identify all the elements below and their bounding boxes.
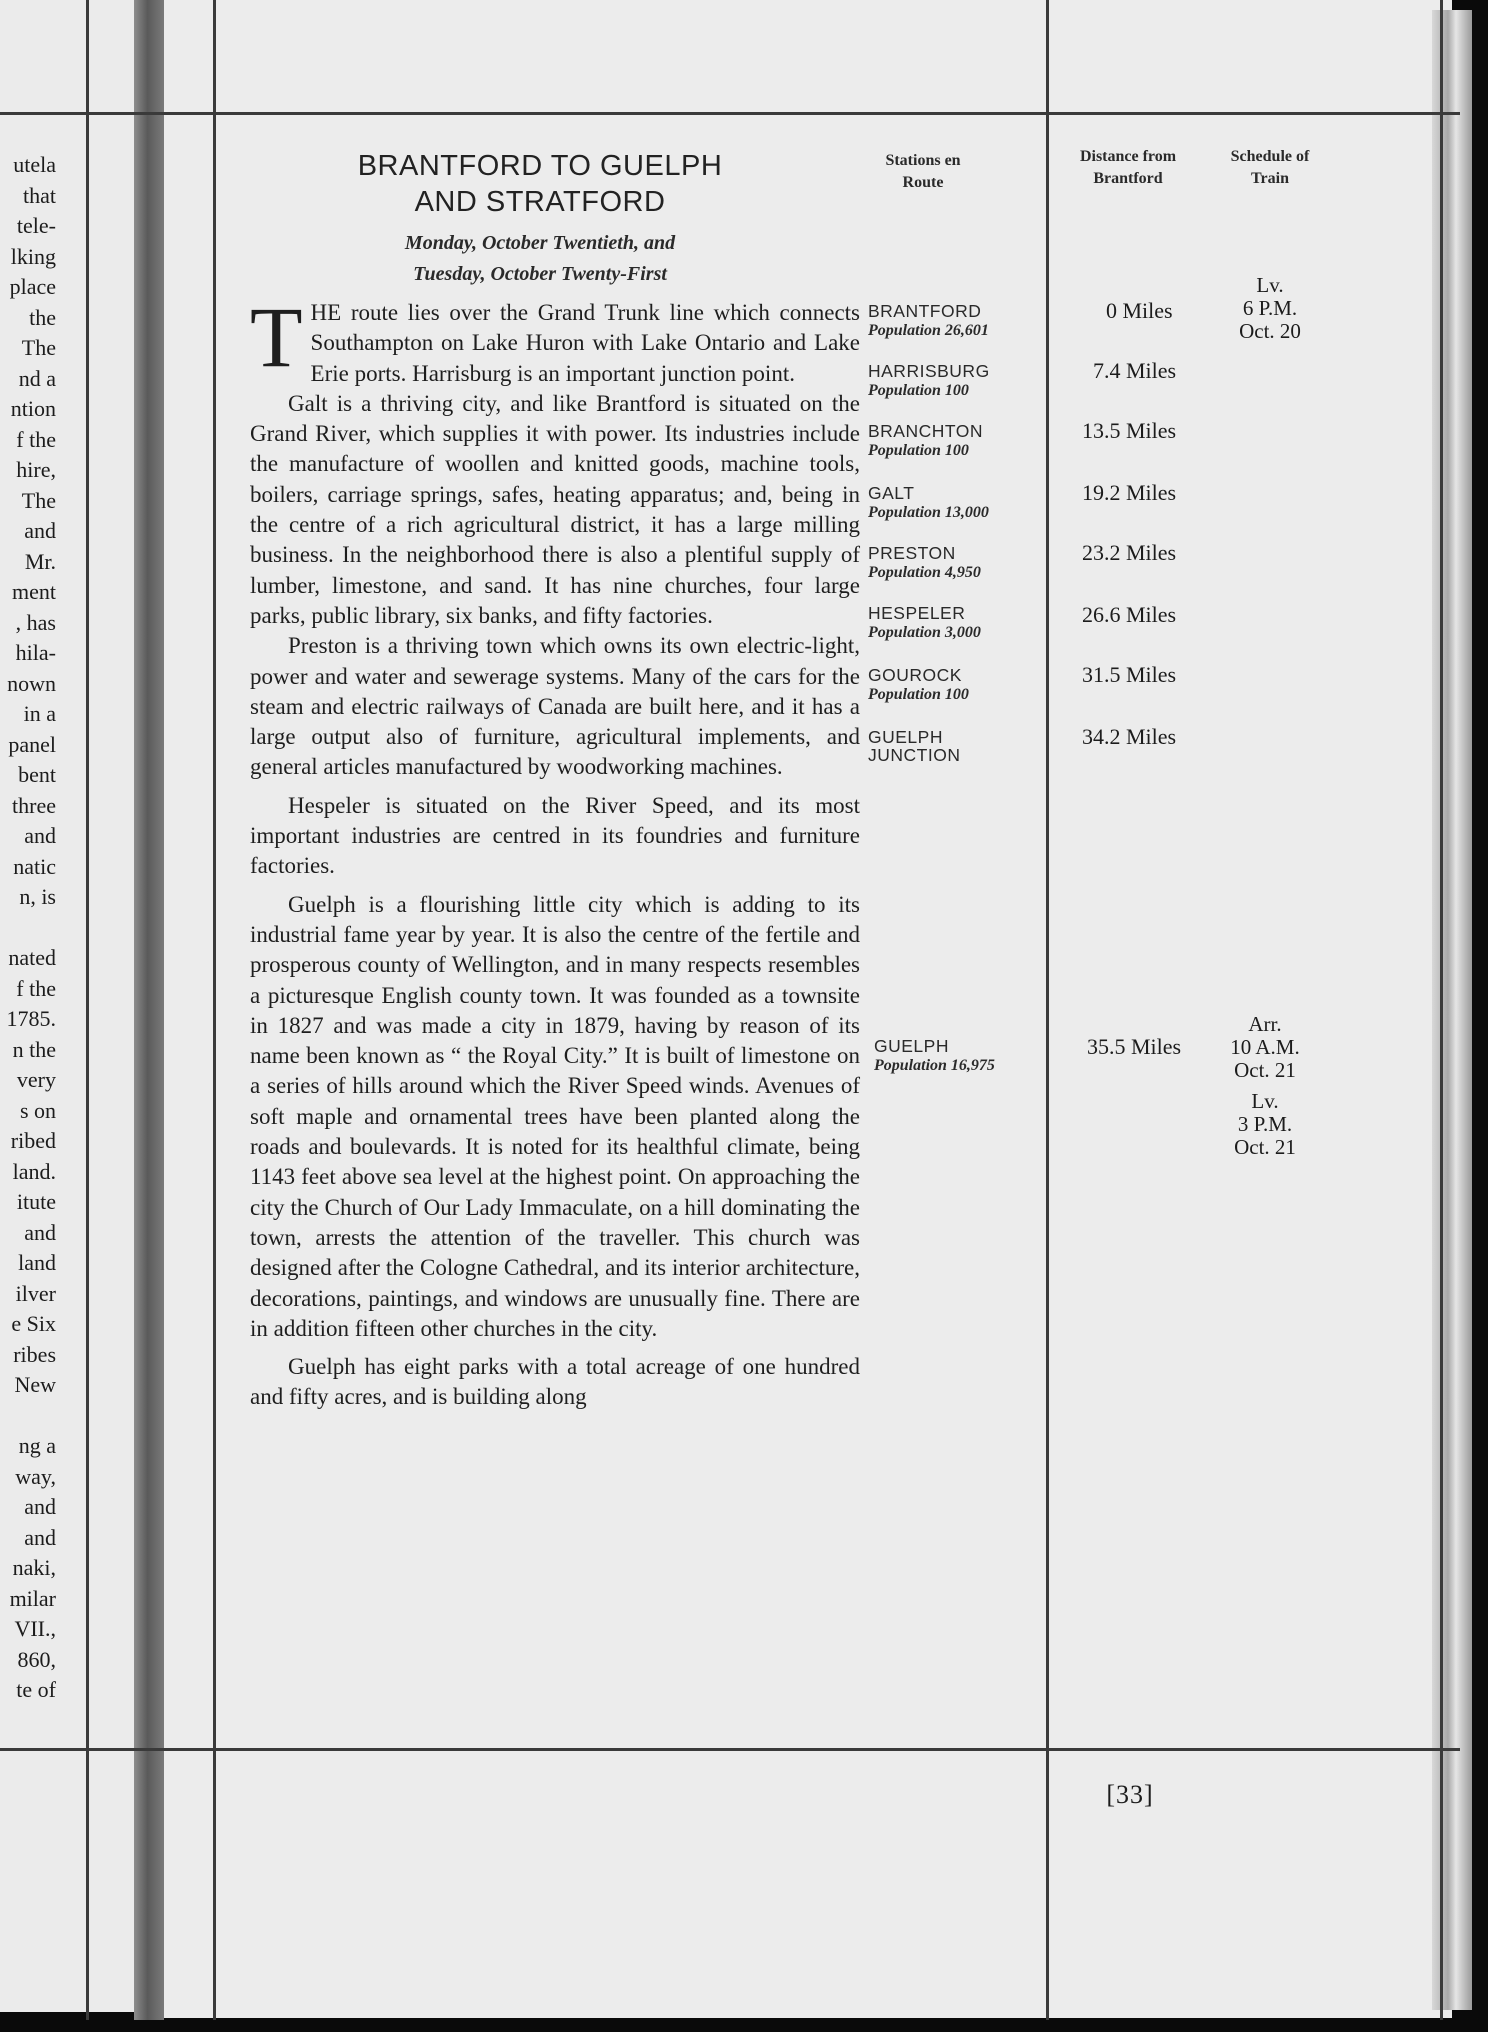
distance-galt: 19.2 Miles [1082, 480, 1177, 505]
left-fragment: Mr. [24, 548, 56, 574]
left-fragment: 860, [17, 1646, 56, 1672]
station-guelph [874, 1037, 995, 1077]
left-fragment: and [24, 1524, 56, 1550]
article-title [240, 148, 840, 220]
left-fragment: tele- [16, 213, 56, 238]
left-fragment: land. [12, 1158, 56, 1184]
left-fragment: and [24, 518, 56, 543]
left-fragment: panel [8, 731, 56, 757]
left-fragment: n the [12, 1036, 56, 1062]
distance-preston: 23.2 Miles [1082, 540, 1177, 565]
distance-brantford: 0 Miles [1106, 298, 1173, 323]
station-population: Population 100 [868, 686, 969, 703]
left-fragment: lking [10, 243, 56, 269]
left-fragment: ribes [13, 1341, 56, 1367]
left-fragment: the [29, 304, 56, 330]
left-fragment: New [14, 1372, 56, 1397]
page-number: [33] [1106, 1780, 1154, 1809]
left-fragment: nown [7, 670, 56, 696]
distance-branchton: 13.5 Miles [1082, 418, 1177, 443]
left-fragment: very [16, 1067, 56, 1092]
station-population: Population 16,975 [874, 1057, 995, 1074]
schedule-line: 6 P.M. [1242, 296, 1298, 320]
station-name-line-2: JUNCTION [868, 745, 961, 765]
distance-hespeler: 26.6 Miles [1082, 602, 1177, 627]
station-name: GOUROCK [868, 665, 962, 685]
schedule-line: Lv. [1256, 273, 1284, 297]
article-body [250, 289, 860, 1413]
station-name: GALT [868, 483, 915, 503]
top-rule [0, 112, 1460, 115]
station-branchton [868, 422, 983, 462]
station-population: Population 13,000 [868, 504, 989, 521]
left-fragment: ribed [10, 1128, 56, 1153]
schedule-line: 3 P.M. [1237, 1112, 1293, 1136]
right-margin-rule [1440, 0, 1443, 2020]
left-fragment: bent [18, 762, 56, 787]
station-harrisburg [868, 362, 990, 402]
schedule-guelph-departure [1200, 1090, 1330, 1159]
station-name: BRANCHTON [868, 421, 984, 441]
paragraph-guelph-parks: Guelph has eight parks with a total acreage of one hundred and fifty acres, and is building along [250, 1354, 860, 1410]
left-fragment: ng a [18, 1433, 56, 1458]
header-stations [868, 150, 978, 194]
schedule-line: Oct. 20 [1239, 319, 1301, 343]
station-name: BRANTFORD [868, 301, 982, 321]
header-distance [1063, 146, 1193, 190]
left-fragment: 1785. [6, 1006, 56, 1031]
title-line-1: BRANTFORD TO GUELPH [357, 150, 723, 182]
paragraph-preston: Preston is a thriving town which owns its own electric-light, power and water and sewerage systems. Many of the cars for the steam and electric railways of Canada are built here, and it has a large output also of furniture, agricultural implements, and general articles manufactured by woodworking machines. [250, 633, 860, 780]
left-fragment-gap [0, 1401, 56, 1432]
left-fragment: te of [16, 1677, 56, 1702]
header-stations-line-2: Route [902, 174, 944, 191]
left-fragment-gap [0, 913, 56, 944]
left-fragment: ntion [10, 396, 56, 421]
drop-cap: T [250, 289, 303, 385]
left-fragment: and [24, 1494, 56, 1519]
header-distance-line-2: Brantford [1093, 170, 1163, 187]
station-population: Population 4,950 [868, 564, 981, 581]
schedule-line: 10 A.M. [1230, 1035, 1300, 1059]
station-gourock [868, 666, 969, 706]
left-fragment: place [9, 274, 56, 299]
left-fragment: nd a [18, 365, 56, 391]
page-edge [1432, 10, 1472, 2010]
schedule-brantford [1205, 274, 1335, 343]
left-fragment: The [21, 335, 56, 360]
station-galt [868, 484, 989, 524]
header-schedule-line-1: Schedule of [1230, 148, 1310, 165]
left-fragment: ilver [15, 1280, 56, 1306]
schedule-line: Oct. 21 [1234, 1058, 1296, 1082]
station-guelph-junction [868, 728, 960, 764]
left-fragment: itute [16, 1189, 56, 1214]
station-brantford [868, 302, 989, 342]
left-fragment: land [18, 1250, 56, 1275]
bottom-rule [0, 1748, 1460, 1751]
left-margin-rule [213, 0, 216, 2020]
subtitle-line-2: Tuesday, October Twenty-First [413, 263, 667, 285]
left-fragment: way, [15, 1463, 56, 1489]
left-fragment: hila- [15, 640, 56, 665]
header-schedule-line-2: Train [1251, 170, 1289, 187]
stations-rule [1046, 0, 1049, 2020]
station-population: Population 3,000 [868, 624, 981, 641]
left-fragment: VII., [14, 1616, 56, 1641]
station-name: HARRISBURG [868, 361, 990, 381]
left-fragment: milar [9, 1585, 56, 1611]
left-fragment: s on [19, 1097, 56, 1123]
left-fragment: The [21, 487, 56, 513]
paragraph-hespeler: Hespeler is situated on the River Speed, and its most important industries are centred in its foundries and furniture factories. [250, 792, 860, 879]
header-stations-line-1: Stations en [885, 152, 961, 169]
left-fragment: hire, [16, 457, 56, 482]
left-page-text [0, 150, 56, 1706]
header-schedule [1215, 146, 1325, 190]
left-fragment: natic [13, 853, 56, 879]
header-distance-line-1: Distance from [1079, 148, 1177, 165]
schedule-line: Arr. [1248, 1012, 1282, 1036]
left-fragment: nated [8, 945, 56, 970]
left-fragment: f the [16, 426, 56, 452]
left-fragment: naki, [12, 1555, 56, 1580]
paragraph-intro-text: HE route lies over the Grand Trunk line which connects Southampton on Lake Huron with Lake Ontario and Lake Erie ports. Harrisburg is an important junction point. [310, 300, 860, 386]
left-fragment: and [24, 1219, 56, 1245]
station-name: GUELPH [874, 1036, 949, 1056]
title-line-2: AND STRATFORD [414, 186, 666, 218]
distance-guelph: 35.5 Miles [1087, 1034, 1182, 1059]
left-page-rule [86, 0, 89, 2020]
station-name: GUELPH [868, 727, 943, 747]
distance-harrisburg: 7.4 Miles [1093, 358, 1177, 383]
left-fragment: that [23, 182, 56, 208]
left-fragment: f the [16, 975, 56, 1001]
paragraph-galt: Galt is a thriving city, and like Brantford is situated on the Grand River, which supplies it with power. Its industries include the manufacture of woollen and knitted goods, machine tools, boilers, carriage springs, safes, heating apparatus; and, being in the centre of a rich agricultural district, it has a large milling business. In the neighborhood there is also a plentiful supply of lumber, limestone, and sand. It has nine churches, four large parks, public library, six banks, and fifty factories. [250, 390, 860, 628]
paragraph-guelph: Guelph is a flourishing little city which is adding to its industrial fame year by year. It is also the centre of the fertile and prosperous county of Wellington, and in many respects resembles a picturesque English county town. It was founded as a townsite in 1827 and was made a city in 1879, having by reason of its name been known as “ the Royal City.” It is built of limestone on a series of hills around which the River Speed winds. Avenues of soft maple and ornamental trees have been planted along the roads and boulevards. It is noted for its healthful climate, being 1143 feet above sea level at the highest point. On approaching the city the Church of Our Lady Immaculate, on a hill dominating the town, arrests the attention of the traveller. This church was designed after the Cologne Cathedral, and its interior architecture, decorations, paintings, and windows are unusually fine. There are in addition fifteen other churches in the city. [250, 891, 860, 1341]
station-population: Population 100 [868, 442, 969, 459]
station-name: HESPELER [868, 603, 966, 623]
station-population: Population 26,601 [868, 322, 989, 339]
left-fragment: , has [15, 609, 56, 635]
schedule-line: Lv. [1251, 1089, 1279, 1113]
distance-gourock: 31.5 Miles [1082, 662, 1177, 687]
schedule-line: Oct. 21 [1234, 1135, 1296, 1159]
subtitle-line-1: Monday, October Twentieth, and [404, 232, 676, 254]
left-fragment: three [12, 792, 56, 818]
left-fragment: and [24, 823, 56, 848]
article-subtitle [240, 228, 840, 290]
left-fragment: ment [12, 579, 56, 604]
book-gutter [134, 0, 164, 2020]
schedule-guelph-arrival [1200, 1013, 1330, 1082]
left-fragment: in a [23, 701, 56, 726]
left-fragment: e Six [11, 1311, 56, 1336]
station-preston [868, 544, 981, 584]
left-fragment: utela [13, 152, 56, 177]
distance-guelph-junction: 34.2 Miles [1082, 724, 1177, 749]
station-population: Population 100 [868, 382, 969, 399]
paragraph-intro [250, 289, 860, 389]
station-hespeler [868, 604, 981, 644]
station-name: PRESTON [868, 543, 956, 563]
left-fragment: n, is [19, 884, 56, 909]
